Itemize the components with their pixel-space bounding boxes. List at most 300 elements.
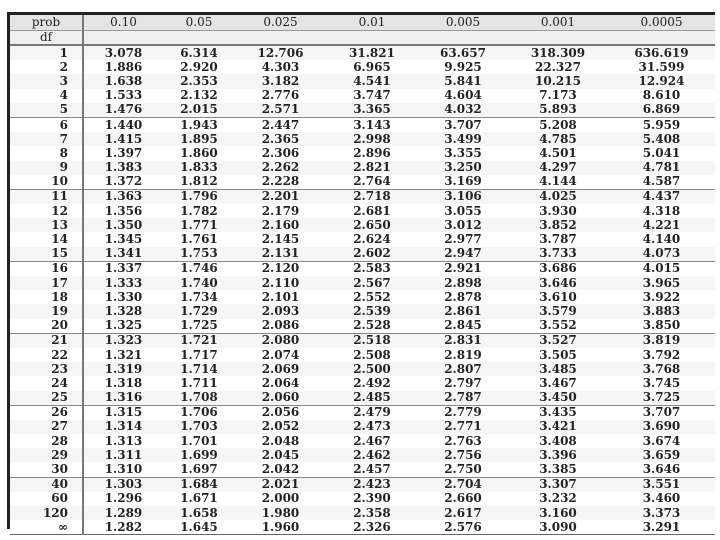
- critical-value-cell: 1.684: [163, 477, 235, 492]
- critical-value-cell: 2.779: [418, 405, 508, 420]
- critical-value-cell: 6.314: [163, 45, 235, 60]
- critical-value-cell: 2.821: [326, 161, 418, 175]
- critical-value-cell: 1.943: [163, 117, 235, 132]
- df-cell: 23: [10, 362, 83, 376]
- critical-value-cell: 2.326: [326, 520, 418, 535]
- critical-value-cell: 3.250: [418, 161, 508, 175]
- table-row: [10, 276, 715, 290]
- critical-value-cell: 3.852: [508, 218, 608, 232]
- critical-value-cell: 1.703: [163, 420, 235, 434]
- critical-value-cell: 2.763: [444, 433, 482, 448]
- critical-value-cell: 3.232: [539, 491, 577, 506]
- df-cell: 60: [10, 492, 83, 506]
- table-row: [10, 462, 715, 477]
- critical-value-cell: 3.078: [83, 45, 163, 60]
- table-row: [10, 477, 715, 492]
- df-cell: 21: [10, 333, 83, 348]
- critical-value-cell: 2.160: [235, 218, 326, 232]
- critical-value-cell: 3.435: [508, 405, 608, 420]
- df-cell: 40: [10, 477, 83, 492]
- critical-value-cell: 2.120: [235, 261, 326, 276]
- critical-value-cell: 2.539: [326, 304, 418, 318]
- critical-value-cell: 3.690: [608, 420, 715, 434]
- critical-value-cell: 2.479: [326, 405, 418, 420]
- table-row: [10, 348, 715, 362]
- table-row: [10, 319, 715, 334]
- critical-value-cell: 1.734: [180, 289, 218, 304]
- critical-value-cell: 9.925: [444, 59, 482, 74]
- critical-value-cell: 2.819: [444, 347, 482, 362]
- critical-value-cell: 1.415: [83, 132, 163, 146]
- critical-value-cell: 2.567: [326, 276, 418, 290]
- critical-value-cell: 2.831: [418, 333, 508, 348]
- critical-value-cell: 3.291: [608, 520, 715, 535]
- critical-value-cell: 31.821: [326, 45, 418, 60]
- critical-value-cell: 1.708: [163, 391, 235, 406]
- critical-value-cell: 1.315: [83, 405, 163, 420]
- critical-value-cell: 3.450: [508, 391, 608, 406]
- critical-value-cell: 2.617: [418, 506, 508, 520]
- critical-value-cell: 3.965: [608, 276, 715, 290]
- critical-value-cell: 3.106: [418, 189, 508, 204]
- critical-value-cell: 3.012: [418, 218, 508, 232]
- critical-value-cell: 3.460: [642, 491, 681, 506]
- critical-value-cell: 2.998: [326, 132, 418, 146]
- critical-value-cell: 2.358: [326, 506, 418, 520]
- critical-value-cell: 2.145: [261, 232, 300, 247]
- critical-value-cell: 1.761: [180, 232, 218, 247]
- critical-value-cell: 3.747: [353, 88, 391, 103]
- critical-value-cell: 1.311: [83, 448, 163, 462]
- critical-value-cell: 2.500: [326, 362, 418, 376]
- critical-value-cell: 3.745: [642, 375, 681, 390]
- critical-value-cell: 2.365: [235, 132, 326, 146]
- critical-value-cell: 3.787: [539, 232, 577, 247]
- critical-value-cell: 1.860: [180, 145, 218, 160]
- df-cell: 9: [10, 161, 83, 175]
- critical-value-cell: 4.015: [608, 261, 715, 276]
- critical-value-cell: 2.920: [180, 59, 218, 74]
- df-cell: 28: [10, 434, 83, 448]
- critical-value-cell: 3.674: [642, 433, 681, 448]
- critical-value-cell: 1.812: [180, 174, 218, 189]
- critical-value-cell: 1.533: [104, 88, 143, 103]
- df-cell: 14: [10, 232, 83, 246]
- df-cell: 29: [10, 448, 83, 462]
- df-cell: 5: [10, 103, 83, 118]
- critical-value-cell: 3.485: [508, 362, 608, 376]
- critical-value-cell: 3.883: [608, 304, 715, 318]
- critical-value-cell: 2.086: [261, 318, 300, 333]
- table-row: [10, 74, 715, 88]
- prob-header: 0.025: [235, 15, 326, 31]
- critical-value-cell: 2.771: [418, 420, 508, 434]
- critical-value-cell: 2.552: [353, 289, 391, 304]
- critical-value-cell: 1.796: [163, 189, 235, 204]
- critical-value-cell: 2.131: [235, 247, 326, 262]
- critical-value-cell: 1.330: [104, 289, 143, 304]
- critical-value-cell: 3.707: [418, 117, 508, 132]
- critical-value-cell: 3.055: [444, 203, 482, 218]
- table-row: [10, 247, 715, 262]
- critical-value-cell: 3.646: [508, 276, 608, 290]
- critical-value-cell: 1.706: [163, 405, 235, 420]
- critical-value-cell: 1.333: [83, 276, 163, 290]
- critical-value-cell: 2.921: [418, 261, 508, 276]
- critical-value-cell: 2.977: [444, 232, 482, 247]
- critical-value-cell: 4.318: [642, 203, 681, 218]
- critical-value-cell: 1.319: [83, 362, 163, 376]
- table-row: [10, 132, 715, 146]
- critical-value-cell: 3.385: [539, 462, 577, 477]
- critical-value-cell: 318.309: [508, 45, 608, 60]
- critical-value-cell: 1.721: [163, 333, 235, 348]
- critical-value-cell: 3.930: [539, 203, 577, 218]
- critical-value-cell: 4.781: [608, 161, 715, 175]
- critical-value-cell: 3.396: [508, 448, 608, 462]
- critical-value-cell: 4.604: [444, 88, 482, 103]
- prob-header: 0.05: [163, 15, 235, 31]
- critical-value-cell: 4.140: [642, 232, 681, 247]
- table-row: [10, 232, 715, 246]
- critical-value-cell: 2.045: [235, 448, 326, 462]
- critical-value-cell: 2.110: [235, 276, 326, 290]
- table-row: [10, 420, 715, 434]
- critical-value-cell: 3.733: [508, 247, 608, 262]
- critical-value-cell: 22.327: [535, 59, 581, 74]
- df-cell: 7: [10, 132, 83, 146]
- critical-value-cell: 10.215: [508, 74, 608, 88]
- critical-value-cell: 3.768: [608, 362, 715, 376]
- prob-label: prob: [10, 15, 83, 31]
- df-cell: 16: [10, 261, 83, 276]
- prob-header: 0.01: [326, 15, 418, 31]
- critical-value-cell: 2.042: [261, 462, 300, 477]
- critical-value-cell: 5.959: [608, 117, 715, 132]
- critical-value-cell: 1.341: [83, 247, 163, 262]
- critical-value-cell: 1.753: [163, 247, 235, 262]
- table-row: [10, 506, 715, 520]
- critical-value-cell: 1.282: [83, 520, 163, 535]
- critical-value-cell: 1.886: [104, 59, 143, 74]
- critical-value-cell: 4.437: [608, 189, 715, 204]
- table-row: [10, 362, 715, 376]
- critical-value-cell: 2.457: [353, 462, 391, 477]
- critical-value-cell: 3.725: [608, 391, 715, 406]
- critical-value-cell: 4.221: [608, 218, 715, 232]
- critical-value-cell: 1.337: [83, 261, 163, 276]
- critical-value-cell: 2.093: [235, 304, 326, 318]
- critical-value-cell: 31.599: [638, 59, 685, 74]
- critical-value-cell: 1.440: [83, 117, 163, 132]
- critical-value-cell: 1.345: [104, 232, 143, 247]
- critical-value-cell: 2.528: [353, 318, 391, 333]
- critical-value-cell: 3.421: [508, 420, 608, 434]
- critical-value-cell: 6.965: [353, 59, 391, 74]
- table-row: [10, 189, 715, 204]
- critical-value-cell: 7.173: [539, 88, 577, 103]
- critical-value-cell: 2.060: [235, 391, 326, 406]
- critical-value-cell: 5.408: [608, 132, 715, 146]
- critical-value-cell: 3.467: [539, 375, 577, 390]
- critical-value-cell: 3.355: [444, 145, 482, 160]
- critical-value-cell: 2.508: [353, 347, 391, 362]
- critical-value-cell: 3.408: [539, 433, 577, 448]
- critical-value-cell: 3.090: [508, 520, 608, 535]
- critical-value-cell: 4.144: [539, 174, 577, 189]
- critical-value-cell: 6.869: [608, 103, 715, 118]
- critical-value-cell: 2.583: [326, 261, 418, 276]
- critical-value-cell: 1.476: [83, 103, 163, 118]
- critical-value-cell: 1.363: [83, 189, 163, 204]
- critical-value-cell: 1.699: [163, 448, 235, 462]
- critical-value-cell: 1.356: [104, 203, 143, 218]
- critical-value-cell: 5.208: [508, 117, 608, 132]
- critical-value-cell: 3.143: [326, 117, 418, 132]
- table-row: [10, 89, 715, 103]
- critical-value-cell: 2.624: [353, 232, 391, 247]
- critical-value-cell: 636.619: [608, 45, 715, 60]
- df-cell: 20: [10, 319, 83, 334]
- critical-value-cell: 4.032: [418, 103, 508, 118]
- critical-value-cell: 3.850: [642, 318, 681, 333]
- critical-value-cell: 1.658: [163, 506, 235, 520]
- df-cell: 3: [10, 74, 83, 88]
- critical-value-cell: 2.201: [235, 189, 326, 204]
- critical-value-cell: 2.390: [353, 491, 391, 506]
- df-cell: 22: [10, 348, 83, 362]
- t-distribution-table: [7, 12, 715, 534]
- critical-value-cell: 1.325: [104, 318, 143, 333]
- table-row: [10, 391, 715, 406]
- critical-value-cell: 12.924: [608, 74, 715, 88]
- table-row: [10, 261, 715, 276]
- critical-value-cell: 5.893: [508, 103, 608, 118]
- table-row: [10, 290, 715, 304]
- critical-value-cell: 3.499: [418, 132, 508, 146]
- critical-value-cell: 3.552: [539, 318, 577, 333]
- critical-value-cell: 2.048: [261, 433, 300, 448]
- table-row: [10, 60, 715, 74]
- df-cell: 4: [10, 89, 83, 103]
- critical-value-cell: 3.707: [608, 405, 715, 420]
- df-cell: 8: [10, 146, 83, 160]
- critical-value-cell: 2.306: [261, 145, 300, 160]
- table-row: [10, 175, 715, 190]
- critical-value-cell: 2.262: [235, 161, 326, 175]
- critical-value-cell: 2.485: [326, 391, 418, 406]
- critical-value-cell: 1.740: [163, 276, 235, 290]
- critical-value-cell: 2.473: [326, 420, 418, 434]
- df-cell: 25: [10, 391, 83, 406]
- critical-value-cell: 1.711: [180, 375, 218, 390]
- critical-value-cell: 3.307: [508, 477, 608, 492]
- df-cell: 19: [10, 304, 83, 318]
- critical-value-cell: 2.750: [444, 462, 482, 477]
- critical-value-cell: 1.397: [104, 145, 143, 160]
- critical-value-cell: 3.182: [235, 74, 326, 88]
- critical-value-cell: 1.289: [83, 506, 163, 520]
- critical-value-cell: 3.160: [508, 506, 608, 520]
- table-row: [10, 218, 715, 232]
- prob-header: 0.0005: [608, 15, 715, 31]
- critical-value-cell: 3.819: [608, 333, 715, 348]
- critical-value-cell: 1.313: [104, 433, 143, 448]
- critical-value-cell: 4.587: [642, 174, 681, 189]
- critical-value-cell: 2.052: [235, 420, 326, 434]
- critical-value-cell: 2.353: [163, 74, 235, 88]
- df-label: df: [10, 31, 83, 46]
- critical-value-cell: 1.671: [180, 491, 218, 506]
- critical-value-cell: 1.833: [163, 161, 235, 175]
- df-cell: ∞: [10, 520, 83, 535]
- critical-value-cell: 2.056: [235, 405, 326, 420]
- critical-value-cell: 3.551: [608, 477, 715, 492]
- critical-value-cell: 2.797: [444, 375, 482, 390]
- critical-value-cell: 1.782: [180, 203, 218, 218]
- table-row: [10, 520, 715, 535]
- df-cell: 6: [10, 117, 83, 132]
- df-cell: 26: [10, 405, 83, 420]
- critical-value-cell: 2.896: [353, 145, 391, 160]
- critical-value-cell: 2.015: [163, 103, 235, 118]
- critical-value-cell: 1.383: [83, 161, 163, 175]
- critical-value-cell: 1.318: [104, 375, 143, 390]
- critical-value-cell: 2.898: [418, 276, 508, 290]
- critical-value-cell: 4.501: [539, 145, 577, 160]
- table-row: [10, 161, 715, 175]
- critical-value-cell: 1.314: [83, 420, 163, 434]
- critical-value-cell: 1.350: [83, 218, 163, 232]
- critical-value-cell: 1.638: [83, 74, 163, 88]
- critical-value-cell: 4.541: [326, 74, 418, 88]
- critical-value-cell: 4.303: [261, 59, 300, 74]
- critical-value-cell: 1.321: [104, 347, 143, 362]
- df-cell: 30: [10, 462, 83, 477]
- critical-value-cell: 5.841: [418, 74, 508, 88]
- critical-value-cell: 3.922: [642, 289, 681, 304]
- critical-value-cell: 1.328: [83, 304, 163, 318]
- critical-value-cell: 1.729: [163, 304, 235, 318]
- critical-value-cell: 2.228: [261, 174, 300, 189]
- critical-value-cell: 2.423: [326, 477, 418, 492]
- critical-value-cell: 1.725: [180, 318, 218, 333]
- critical-value-cell: 12.706: [235, 45, 326, 60]
- critical-value-cell: 1.895: [163, 132, 235, 146]
- critical-value-cell: 2.660: [444, 491, 482, 506]
- table-row: [10, 304, 715, 318]
- critical-value-cell: 3.610: [539, 289, 577, 304]
- df-cell: 2: [10, 60, 83, 74]
- prob-header: 0.005: [418, 15, 508, 31]
- critical-value-cell: 3.365: [326, 103, 418, 118]
- critical-value-cell: 3.646: [642, 462, 681, 477]
- table-row: [10, 448, 715, 462]
- critical-value-cell: 2.807: [418, 362, 508, 376]
- critical-value-cell: 2.650: [326, 218, 418, 232]
- critical-value-cell: 5.041: [642, 145, 681, 160]
- table-row: [10, 45, 715, 60]
- critical-value-cell: 1.960: [235, 520, 326, 535]
- critical-value-cell: 2.462: [326, 448, 418, 462]
- critical-value-cell: 3.169: [444, 174, 482, 189]
- critical-value-cell: 63.657: [418, 45, 508, 60]
- header-row: [10, 15, 715, 31]
- table-row: [10, 103, 715, 118]
- table-row: [10, 146, 715, 160]
- table-row: [10, 333, 715, 348]
- critical-value-cell: 2.681: [353, 203, 391, 218]
- critical-value-cell: 2.718: [326, 189, 418, 204]
- prob-header: 0.001: [508, 15, 608, 31]
- critical-value-cell: 2.021: [235, 477, 326, 492]
- critical-value-cell: 2.179: [261, 203, 300, 218]
- critical-value-cell: 3.686: [508, 261, 608, 276]
- critical-value-cell: 4.297: [508, 161, 608, 175]
- prob-header: 0.10: [83, 15, 163, 31]
- critical-value-cell: 3.505: [539, 347, 577, 362]
- critical-value-cell: 2.064: [261, 375, 300, 390]
- critical-value-cell: 2.576: [418, 520, 508, 535]
- table-row: [10, 405, 715, 420]
- df-cell: 1: [10, 45, 83, 60]
- critical-value-cell: 3.373: [608, 506, 715, 520]
- critical-value-cell: 1.697: [180, 462, 218, 477]
- critical-value-cell: 2.845: [444, 318, 482, 333]
- df-cell: 120: [10, 506, 83, 520]
- df-cell: 15: [10, 247, 83, 262]
- critical-value-cell: 8.610: [642, 88, 681, 103]
- critical-value-cell: 1.316: [83, 391, 163, 406]
- critical-value-cell: 3.527: [508, 333, 608, 348]
- df-cell: 27: [10, 420, 83, 434]
- table-row: [10, 434, 715, 448]
- table-row: [10, 492, 715, 506]
- critical-value-cell: 1.771: [163, 218, 235, 232]
- df-cell: 13: [10, 218, 83, 232]
- critical-value-cell: 4.785: [508, 132, 608, 146]
- critical-value-cell: 1.701: [180, 433, 218, 448]
- critical-value-cell: 2.447: [235, 117, 326, 132]
- critical-value-cell: 2.878: [444, 289, 482, 304]
- table-row: [10, 376, 715, 390]
- critical-value-cell: 2.000: [261, 491, 300, 506]
- critical-value-cell: 2.787: [418, 391, 508, 406]
- critical-value-cell: 2.602: [326, 247, 418, 262]
- critical-value-cell: 2.467: [353, 433, 391, 448]
- critical-value-cell: 1.714: [163, 362, 235, 376]
- critical-value-cell: 1.645: [163, 520, 235, 535]
- table-row: [10, 204, 715, 218]
- critical-value-cell: 2.756: [418, 448, 508, 462]
- critical-value-cell: 1.372: [104, 174, 143, 189]
- critical-value-cell: 3.792: [642, 347, 681, 362]
- critical-value-cell: 2.069: [235, 362, 326, 376]
- df-cell: 12: [10, 204, 83, 218]
- critical-value-cell: 1.980: [235, 506, 326, 520]
- df-cell: 17: [10, 276, 83, 290]
- df-label-row: [10, 31, 715, 46]
- critical-value-cell: 1.323: [83, 333, 163, 348]
- df-cell: 18: [10, 290, 83, 304]
- critical-value-cell: 2.764: [353, 174, 391, 189]
- critical-value-cell: 2.518: [326, 333, 418, 348]
- table-row: [10, 117, 715, 132]
- critical-value-cell: 1.296: [104, 491, 143, 506]
- df-cell: 11: [10, 189, 83, 204]
- critical-value-cell: 2.704: [418, 477, 508, 492]
- critical-value-cell: 2.571: [235, 103, 326, 118]
